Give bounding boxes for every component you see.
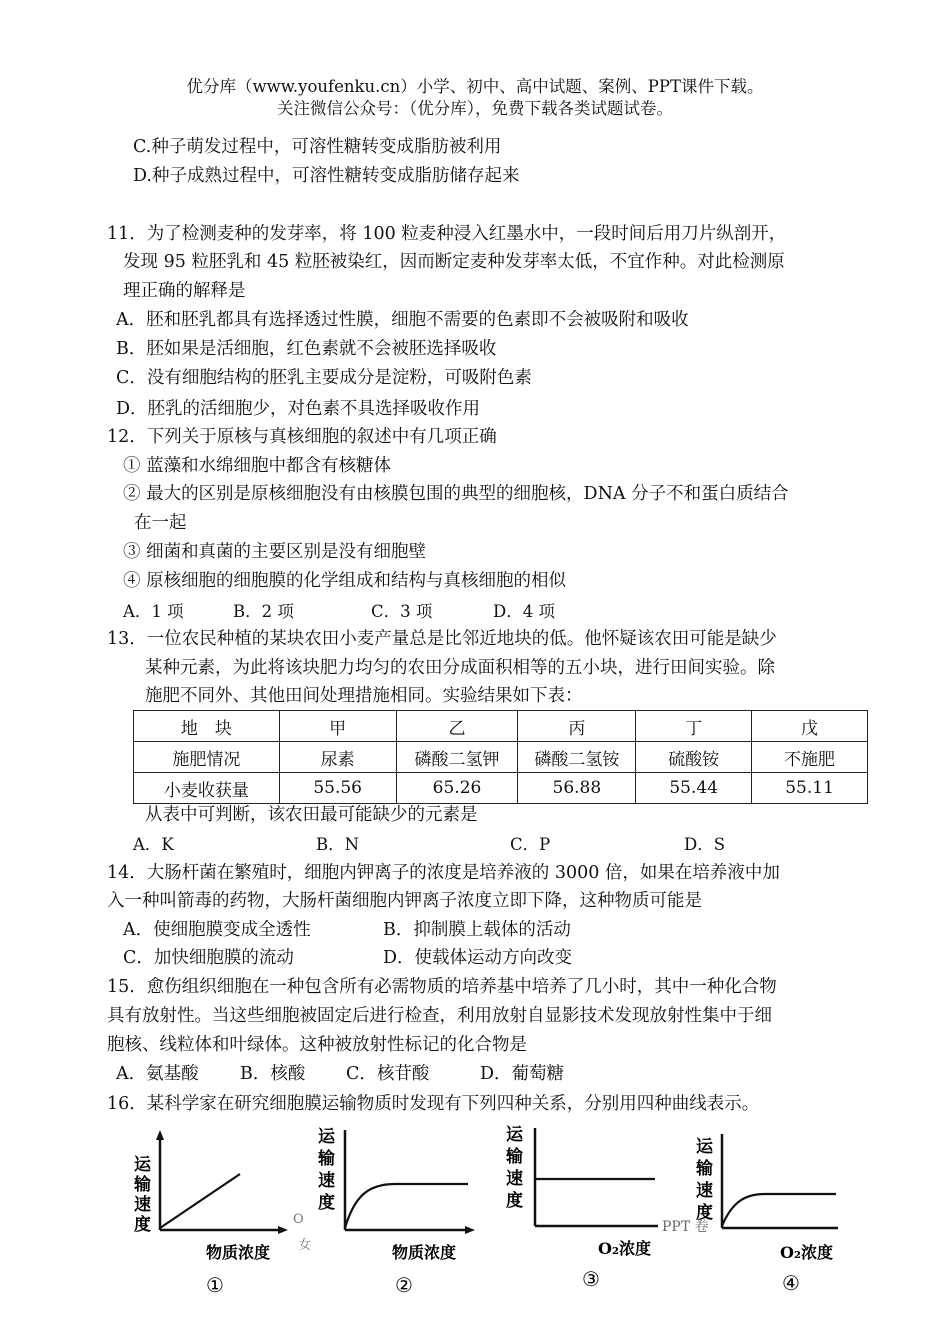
q15-option-c: C．核苷酸	[346, 1064, 430, 1084]
graph-ylabel-char: 速	[318, 1171, 335, 1191]
graph-curve	[160, 1174, 240, 1228]
q14-option-c: C．加快细胞膜的流动	[123, 948, 294, 968]
graph-1	[118, 1124, 298, 1304]
q11-option-b: B．胚如果是活细胞，红色素就不会被胚选择吸收	[116, 339, 497, 359]
q13-stem-1: 13．一位农民种植的某块农田小麦产量总是比邻近地块的低。他怀疑该农田可能是缺少	[107, 629, 777, 649]
q12-stem: 12．下列关于原核与真核细胞的叙述中有几项正确	[107, 427, 497, 447]
graph-ylabel-char: 运	[318, 1127, 335, 1147]
graph-ylabel-char: 运	[506, 1125, 523, 1145]
table-row	[134, 711, 868, 742]
table-cell: 施肥情况	[134, 742, 280, 773]
fertilizer-table	[133, 710, 868, 804]
graph-ylabel-char: 速	[506, 1169, 523, 1189]
graph-ylabel-char: 度	[318, 1193, 335, 1213]
graph-ylabel-char: 输	[318, 1149, 335, 1169]
table-cell: 乙	[396, 711, 518, 742]
graph-ylabel-char: 输	[696, 1159, 713, 1179]
table-cell: 戊	[752, 711, 868, 742]
table-cell: 65.26	[396, 773, 518, 804]
graph-ylabel-char: 输	[134, 1175, 151, 1195]
table-row	[134, 742, 868, 773]
q13-stem-2: 某种元素，为此将该块肥力均匀的农田分成面积相等的五小块，进行田间实验。除	[145, 658, 775, 678]
table-cell: 硫酸铵	[636, 742, 752, 773]
graph-3	[490, 1124, 670, 1304]
table-cell: 地 块	[134, 711, 280, 742]
table-cell: 甲	[279, 711, 396, 742]
header-line-1: 优分库（www.youfenku.cn）小学、初中、高中试题、案例、PPT课件下载。	[186, 77, 764, 96]
table-cell: 磷酸二氢铵	[518, 742, 636, 773]
q12-option-d: D．4 项	[493, 602, 555, 621]
table-cell: 不施肥	[752, 742, 868, 773]
q14-stem-1: 14．大肠杆菌在繁殖时，细胞内钾离子的浓度是培养液的 3000 倍，如果在培养液中加	[107, 863, 780, 883]
table-cell: 小麦收获量	[134, 773, 280, 804]
q15-stem-3: 胞核、线粒体和叶绿体。这种被放射性标记的化合物是	[107, 1035, 527, 1055]
q10-option-d: D.种子成熟过程中，可溶性糖转变成脂肪储存起来	[133, 166, 520, 186]
graph-y-arrow	[156, 1130, 164, 1140]
q14-stem-2: 入一种叫箭毒的药物，大肠杆菌细胞内钾离子浓度立即下降，这种物质可能是	[107, 891, 702, 911]
q12-option-a: A．1 项	[123, 602, 184, 621]
q13-option-b: B．N	[316, 835, 360, 854]
graph-x-arrow	[278, 1226, 288, 1234]
q11-option-a: A．胚和胚乳都具有选择透过性膜，细胞不需要的色素即不会被吸附和吸收	[116, 310, 689, 330]
graph-xlabel: O₂浓度	[780, 1243, 833, 1262]
graph-curve	[345, 1184, 468, 1228]
graph-ylabel-char: 度	[506, 1191, 523, 1211]
bleed-text-a: O	[293, 1212, 304, 1227]
header-line-2: 关注微信公众号：（优分库），免费下载各类试题试卷。	[277, 99, 673, 118]
bleed-text-b: 女	[290, 1238, 312, 1253]
table-row	[134, 773, 868, 804]
table-cell: 55.11	[752, 773, 868, 804]
q15-option-d: D．葡萄糖	[480, 1064, 565, 1084]
q15-stem-1: 15．愈伤组织细胞在一种包含所有必需物质的培养基中培养了几小时，其中一种化合物	[107, 977, 777, 997]
q15-option-a: A．氨基酸	[116, 1064, 199, 1084]
q14-option-d: D．使载体运动方向改变	[383, 948, 573, 968]
graph-xlabel: 物质浓度	[206, 1243, 271, 1262]
q13-option-d: D．S	[684, 835, 726, 854]
graph-number: ②	[395, 1273, 413, 1297]
q12-item-2-cont: 在一起	[134, 513, 187, 533]
q12-item-2: ② 最大的区别是原核细胞没有由核膜包围的典型的细胞核，DNA 分子不和蛋白质结合	[123, 484, 789, 504]
table-cell: 56.88	[518, 773, 636, 804]
graph-ylabel-char: 运	[134, 1155, 151, 1175]
graph-4	[690, 1124, 870, 1304]
q15-option-b: B．核酸	[240, 1064, 306, 1084]
table-cell: 55.56	[279, 773, 396, 804]
graph-2	[300, 1124, 490, 1304]
q12-item-3: ③ 细菌和真菌的主要区别是没有细胞壁	[123, 542, 427, 562]
q10-option-c: C.种子萌发过程中，可溶性糖转变成脂肪被利用	[133, 137, 502, 157]
graph-number: ①	[206, 1273, 224, 1297]
graph-x-arrow	[465, 1226, 475, 1234]
q13-option-a: A．K	[133, 835, 174, 854]
table-cell: 55.44	[636, 773, 752, 804]
q12-item-4: ④ 原核细胞的细胞膜的化学组成和结构与真核细胞的相似	[123, 571, 567, 591]
q16-stem: 16．某科学家在研究细胞膜运输物质时发现有下列四种关系，分别用四种曲线表示。	[107, 1094, 760, 1114]
graph-ylabel-char: 度	[696, 1203, 713, 1223]
table-cell: 丙	[518, 711, 636, 742]
table-cell: 磷酸二氢钾	[396, 742, 518, 773]
graph-ylabel-char: 运	[696, 1137, 713, 1157]
graph-xlabel: 物质浓度	[392, 1243, 457, 1262]
graph-ylabel-char: 速	[696, 1181, 713, 1201]
graph-number: ③	[582, 1267, 600, 1291]
graph-ylabel-char: 输	[506, 1147, 523, 1167]
q11-option-c: C．没有细胞结构的胚乳主要成分是淀粉，可吸附色素	[116, 368, 532, 388]
q14-option-b: B．抑制膜上载体的活动	[383, 920, 571, 940]
graph-ylabel-char: 速	[134, 1195, 151, 1215]
q14-option-a: A．使细胞膜变成全透性	[123, 920, 311, 940]
table-cell: 丁	[636, 711, 752, 742]
graph-number: ④	[782, 1271, 800, 1295]
q11-stem-3: 理正确的解释是	[123, 281, 246, 301]
q12-option-b: B．2 项	[233, 602, 294, 621]
bleed-text-c: PPT 卷	[662, 1219, 709, 1235]
graph-ylabel-char: 度	[134, 1215, 151, 1235]
q13-option-c: C．P	[510, 835, 551, 854]
q12-option-c: C．3 项	[371, 602, 433, 621]
q12-item-1: ① 蓝藻和水绵细胞中都含有核糖体	[123, 456, 392, 476]
q13-stem-3: 施肥不同外、其他田间处理措施相同。实验结果如下表：	[145, 686, 583, 706]
q11-option-d: D．胚乳的活细胞少，对色素不具选择吸收作用	[116, 399, 481, 419]
q11-stem-2: 发现 95 粒胚乳和 45 粒胚被染红，因而断定麦种发芽率太低，不宜作种。对此检测原	[123, 252, 785, 272]
table-cell: 尿素	[279, 742, 396, 773]
graph-curve	[722, 1194, 836, 1226]
q11-stem-1: 11．为了检测麦种的发芽率，将 100 粒麦种浸入红墨水中，一段时间后用刀片纵剖开，	[107, 224, 787, 244]
q15-stem-2: 具有放射性。当这些细胞被固定后进行检查，利用放射自显影技术发现放射性集中于细	[107, 1006, 772, 1026]
graph-xlabel: O₂浓度	[598, 1239, 651, 1258]
q13-after-table: 从表中可判断，该农田最可能缺少的元素是	[145, 805, 478, 825]
